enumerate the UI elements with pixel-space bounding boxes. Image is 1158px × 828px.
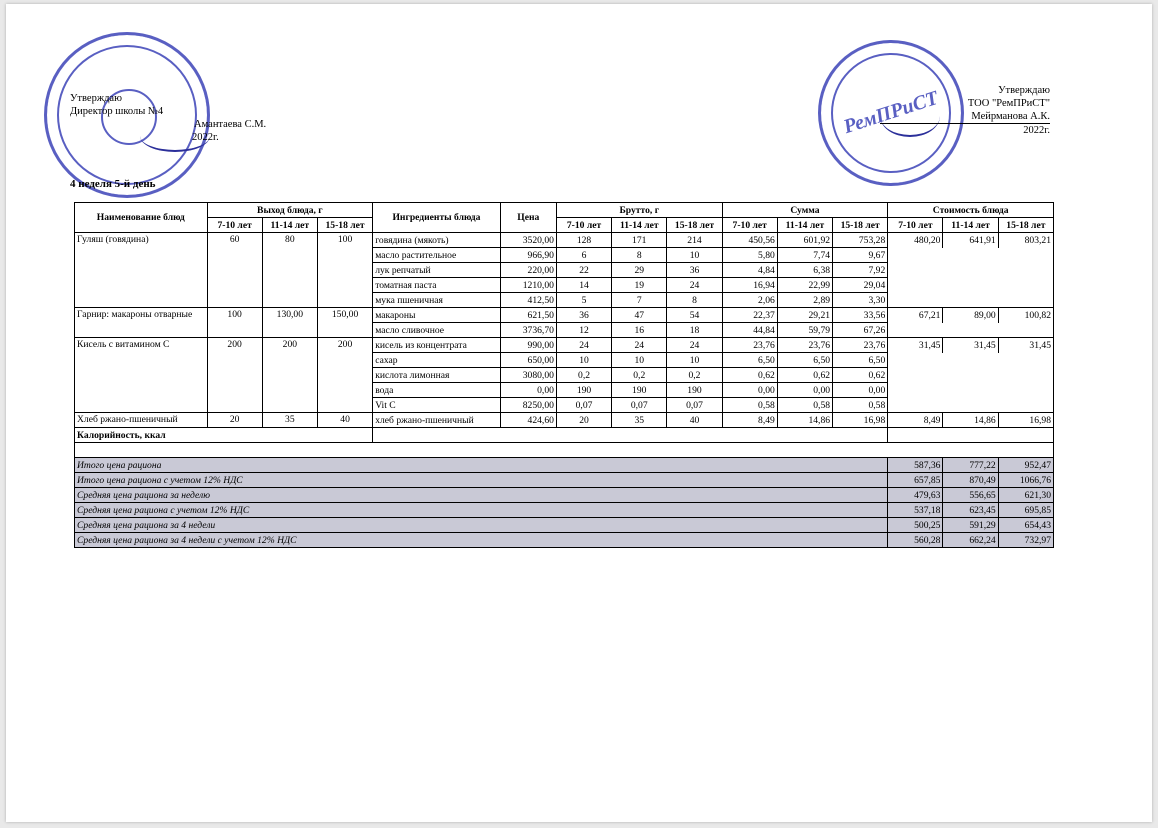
header-age-group: 15-18 лет	[998, 218, 1053, 233]
approve-date: 2022г.	[880, 123, 1050, 137]
header-cost: Стоимость блюда	[888, 203, 1054, 218]
ingredient-sum: 6,50	[777, 353, 832, 368]
ingredient-row	[75, 233, 1054, 248]
approve-name: Мейрманова А.К.	[971, 111, 1050, 122]
ingredient-price: 1210,00	[500, 278, 556, 293]
ingredient-sum: 0,62	[722, 368, 777, 383]
header-age-group: 7-10 лет	[556, 218, 611, 233]
dish-cost: 89,00	[943, 308, 998, 323]
total-label: Средняя цена рациона за 4 недели с учетом 12% НДС	[75, 533, 888, 548]
header-age-group: 11-14 лет	[777, 218, 832, 233]
ingredient-gross: 19	[612, 278, 667, 293]
ingredient-name: макароны	[373, 308, 501, 323]
ingredient-sum: 14,86	[777, 413, 832, 428]
header-age-group: 15-18 лет	[833, 218, 888, 233]
ingredient-sum: 23,76	[777, 338, 832, 353]
ingredient-sum: 0,58	[833, 398, 888, 413]
calories-row	[75, 428, 1054, 443]
ingredient-gross: 47	[612, 308, 667, 323]
ingredient-price: 3520,00	[500, 233, 556, 248]
total-value: 587,36	[888, 458, 943, 473]
ingredient-gross: 40	[667, 413, 722, 428]
ingredient-sum: 753,28	[833, 233, 888, 248]
ingredient-sum: 16,98	[833, 413, 888, 428]
dish-output: 35	[262, 413, 317, 428]
total-row	[75, 503, 1054, 518]
ingredient-gross: 190	[667, 383, 722, 398]
total-value: 1066,76	[998, 473, 1053, 488]
ingredient-gross: 190	[556, 383, 611, 398]
dish-output: 200	[262, 338, 317, 413]
total-value: 654,43	[998, 518, 1053, 533]
dish-cost: 8,49	[888, 413, 943, 428]
ingredient-sum: 2,06	[722, 293, 777, 308]
approve-title: Утверждаю	[998, 85, 1050, 96]
header-dish: Наименование блюд	[75, 203, 208, 233]
ingredient-name: томатная паста	[373, 278, 501, 293]
dish-output: 130,00	[262, 308, 317, 338]
total-label: Итого цена рациона с учетом 12% НДС	[75, 473, 888, 488]
ingredient-gross: 24	[667, 278, 722, 293]
dish-output: 150,00	[317, 308, 372, 338]
total-value: 591,29	[943, 518, 998, 533]
total-label: Средняя цена рациона за 4 недели	[75, 518, 888, 533]
total-value: 479,63	[888, 488, 943, 503]
ingredient-sum: 22,99	[777, 278, 832, 293]
ingredient-gross: 0,07	[612, 398, 667, 413]
dish-cost: 803,21	[998, 233, 1053, 248]
ingredient-sum: 23,76	[833, 338, 888, 353]
header-age-group: 15-18 лет	[667, 218, 722, 233]
dish-output: 200	[317, 338, 372, 413]
header-ingredients: Ингредиенты блюда	[373, 203, 501, 233]
ingredient-gross: 16	[612, 323, 667, 338]
ingredient-name: хлеб ржано-пшеничный	[373, 413, 501, 428]
ingredient-name: лук репчатый	[373, 263, 501, 278]
ingredient-sum: 7,92	[833, 263, 888, 278]
ingredient-gross: 214	[667, 233, 722, 248]
ingredient-price: 990,00	[500, 338, 556, 353]
ingredient-sum: 44,84	[722, 323, 777, 338]
ingredient-sum: 6,50	[722, 353, 777, 368]
ingredient-sum: 23,76	[722, 338, 777, 353]
total-value: 657,85	[888, 473, 943, 488]
ingredient-sum: 8,49	[722, 413, 777, 428]
total-row	[75, 518, 1054, 533]
ingredient-name: масло растительное	[373, 248, 501, 263]
total-label: Средняя цена рациона за неделю	[75, 488, 888, 503]
dish-output: 40	[317, 413, 372, 428]
ingredient-sum: 4,84	[722, 263, 777, 278]
ingredient-price: 3080,00	[500, 368, 556, 383]
ingredient-sum: 67,26	[833, 323, 888, 338]
dish-output: 20	[207, 413, 262, 428]
ingredient-sum: 5,80	[722, 248, 777, 263]
header-age-group: 11-14 лет	[612, 218, 667, 233]
total-value: 556,65	[943, 488, 998, 503]
dish-cost: 641,91	[943, 233, 998, 248]
total-value: 952,47	[998, 458, 1053, 473]
ingredient-name: кислота лимонная	[373, 368, 501, 383]
header-age-group: 7-10 лет	[207, 218, 262, 233]
ingredient-price: 424,60	[500, 413, 556, 428]
ingredient-gross: 8	[667, 293, 722, 308]
cost-blank	[888, 248, 1054, 308]
ingredient-gross: 35	[612, 413, 667, 428]
ingredient-gross: 10	[667, 248, 722, 263]
ingredient-sum: 29,04	[833, 278, 888, 293]
ingredient-sum: 0,58	[722, 398, 777, 413]
ingredient-gross: 36	[556, 308, 611, 323]
total-row	[75, 458, 1054, 473]
ingredient-gross: 18	[667, 323, 722, 338]
total-value: 870,49	[943, 473, 998, 488]
dish-output: 80	[262, 233, 317, 308]
ingredient-name: Vit C	[373, 398, 501, 413]
ingredient-sum: 16,94	[722, 278, 777, 293]
ingredient-gross: 8	[612, 248, 667, 263]
ingredient-price: 3736,70	[500, 323, 556, 338]
total-value: 732,97	[998, 533, 1053, 548]
dish-output: 100	[317, 233, 372, 308]
header-price: Цена	[500, 203, 556, 233]
total-row	[75, 488, 1054, 503]
calories-label: Калорийность, ккал	[75, 428, 373, 443]
dish-output: 200	[207, 338, 262, 413]
ingredient-gross: 171	[612, 233, 667, 248]
ingredient-sum: 22,37	[722, 308, 777, 323]
ingredient-gross: 0,2	[612, 368, 667, 383]
week-day-label: 4 неделя 5-й день	[70, 178, 156, 190]
ingredient-gross: 29	[612, 263, 667, 278]
ingredient-sum: 9,67	[833, 248, 888, 263]
ingredient-sum: 3,30	[833, 293, 888, 308]
ingredient-sum: 7,74	[777, 248, 832, 263]
dish-name: Гарнир: макароны отварные	[75, 308, 208, 338]
approve-date: 2022г.	[192, 132, 219, 143]
total-value: 621,30	[998, 488, 1053, 503]
ingredient-price: 8250,00	[500, 398, 556, 413]
ingredient-gross: 54	[667, 308, 722, 323]
total-label: Средняя цена рациона с учетом 12% НДС	[75, 503, 888, 518]
ingredient-gross: 20	[556, 413, 611, 428]
ingredient-sum: 450,56	[722, 233, 777, 248]
approve-title: Утверждаю	[70, 93, 122, 104]
dish-cost: 14,86	[943, 413, 998, 428]
menu-table	[74, 202, 1054, 548]
ingredient-price: 966,90	[500, 248, 556, 263]
blank-row	[75, 443, 1054, 458]
ingredient-gross: 0,2	[667, 368, 722, 383]
header-row	[75, 203, 1054, 218]
ingredient-gross: 0,07	[667, 398, 722, 413]
ingredient-gross: 10	[556, 353, 611, 368]
ingredient-price: 220,00	[500, 263, 556, 278]
ingredient-sum: 601,92	[777, 233, 832, 248]
blank-cell	[75, 443, 1054, 458]
calories-blank	[373, 428, 888, 443]
menu-table-body	[75, 203, 1054, 548]
ingredient-sum: 0,62	[833, 368, 888, 383]
ingredient-name: вода	[373, 383, 501, 398]
ingredient-gross: 24	[556, 338, 611, 353]
calories-blank	[888, 428, 1054, 443]
ingredient-gross: 24	[667, 338, 722, 353]
approval-block-left	[70, 92, 266, 144]
ingredient-name: сахар	[373, 353, 501, 368]
total-value: 623,45	[943, 503, 998, 518]
ingredient-gross: 14	[556, 278, 611, 293]
ingredient-sum: 6,50	[833, 353, 888, 368]
approve-company: ТОО "РемПРиСТ"	[967, 98, 1050, 109]
total-value: 500,25	[888, 518, 943, 533]
dish-cost: 31,45	[943, 338, 998, 353]
header-gross: Брутто, г	[556, 203, 722, 218]
dish-cost: 31,45	[998, 338, 1053, 353]
header-age-group: 7-10 лет	[722, 218, 777, 233]
ingredient-gross: 12	[556, 323, 611, 338]
ingredient-name: масло сливочное	[373, 323, 501, 338]
dish-output: 100	[207, 308, 262, 338]
total-row	[75, 533, 1054, 548]
approval-block-right	[840, 84, 1050, 137]
total-value: 537,18	[888, 503, 943, 518]
total-value: 695,85	[998, 503, 1053, 518]
ingredient-gross: 5	[556, 293, 611, 308]
ingredient-sum: 0,00	[833, 383, 888, 398]
dish-output: 60	[207, 233, 262, 308]
ingredient-price: 650,00	[500, 353, 556, 368]
company-logo: РемПРиСТ	[840, 86, 941, 139]
ingredient-sum: 33,56	[833, 308, 888, 323]
ingredient-gross: 10	[612, 353, 667, 368]
cost-blank	[888, 323, 1054, 338]
ingredient-sum: 2,89	[777, 293, 832, 308]
header-age-group: 7-10 лет	[888, 218, 943, 233]
dish-cost: 31,45	[888, 338, 943, 353]
dish-cost: 67,21	[888, 308, 943, 323]
ingredient-sum: 0,62	[777, 368, 832, 383]
dish-cost: 480,20	[888, 233, 943, 248]
ingredient-sum: 0,00	[722, 383, 777, 398]
approve-position: Директор школы №4	[70, 106, 164, 117]
total-label: Итого цена рациона	[75, 458, 888, 473]
ingredient-gross: 190	[612, 383, 667, 398]
header-age-group: 11-14 лет	[262, 218, 317, 233]
ingredient-name: мука пшеничная	[373, 293, 501, 308]
dish-cost: 16,98	[998, 413, 1053, 428]
ingredient-sum: 6,38	[777, 263, 832, 278]
dish-name: Гуляш (говядина)	[75, 233, 208, 308]
dish-name: Хлеб ржано-пшеничный	[75, 413, 208, 428]
ingredient-gross: 22	[556, 263, 611, 278]
ingredient-gross: 128	[556, 233, 611, 248]
header-age-group: 11-14 лет	[943, 218, 998, 233]
ingredient-name: кисель из концентрата	[373, 338, 501, 353]
approve-name: Амантаева С.М.	[194, 119, 267, 130]
total-value: 777,22	[943, 458, 998, 473]
ingredient-price: 621,50	[500, 308, 556, 323]
cost-blank	[888, 353, 1054, 413]
ingredient-sum: 0,58	[777, 398, 832, 413]
header-output: Выход блюда, г	[207, 203, 373, 218]
header-sum: Сумма	[722, 203, 888, 218]
header-age-row	[75, 218, 1054, 233]
ingredient-sum: 29,21	[777, 308, 832, 323]
ingredient-sum: 59,79	[777, 323, 832, 338]
ingredient-gross: 7	[612, 293, 667, 308]
ingredient-row	[75, 338, 1054, 353]
header-age-group: 15-18 лет	[317, 218, 372, 233]
dish-name: Кисель с витамином С	[75, 338, 208, 413]
ingredient-gross: 36	[667, 263, 722, 278]
ingredient-sum: 0,00	[777, 383, 832, 398]
ingredient-gross: 10	[667, 353, 722, 368]
total-value: 662,24	[943, 533, 998, 548]
ingredient-gross: 24	[612, 338, 667, 353]
total-row	[75, 473, 1054, 488]
ingredient-gross: 6	[556, 248, 611, 263]
ingredient-name: говядина (мякоть)	[373, 233, 501, 248]
dish-cost: 100,82	[998, 308, 1053, 323]
ingredient-gross: 0,07	[556, 398, 611, 413]
total-value: 560,28	[888, 533, 943, 548]
ingredient-row	[75, 308, 1054, 323]
ingredient-row	[75, 413, 1054, 428]
ingredient-price: 412,50	[500, 293, 556, 308]
ingredient-gross: 0,2	[556, 368, 611, 383]
ingredient-price: 0,00	[500, 383, 556, 398]
